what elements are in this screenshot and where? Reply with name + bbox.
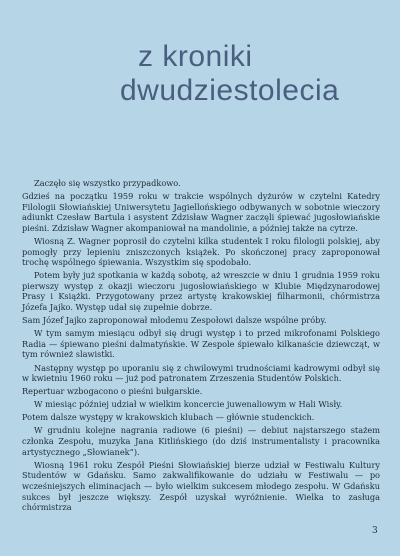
body-text (22, 178, 380, 515)
paragraph: Zaczęło się wszystko przypadkowo. (34, 178, 181, 188)
paragraph: Sam Józef Jajko zaproponował młodemu Zespołowi dalsze wspólne próby. (22, 315, 327, 326)
page-title (120, 40, 390, 108)
paragraph: Następny występ po uporaniu się z chwilowymi trudnościami kadrowymi odbył się w kwietniu 1960 roku — już pod patronatem Zrzeszenia Studentów Polskich. (22, 362, 380, 384)
paragraph: Wiosną Z. Wagner poprosił do czytelni kilka studentek I roku filologii polskiej, aby pomogły przy lepieniu zniszczonych książek. Po skończonej pracy zaproponował trochę wspólnego śpiewania. Wszystkim się spodobało. (22, 235, 380, 268)
paragraph: W grudniu kolejne nagrania radiowe (6 pieśni) — debiut najstarszego stażem członka Zespołu, muzyka Jana Kitlińskiego (do dziś instrumentalisty i pracownika artystycznego „Słowianek”). (22, 425, 380, 457)
paragraph: Potem były już spotkania w każdą sobotę, aż wreszcie w dniu 1 grudnia 1959 roku pierwszy występ z okazji wieczoru jugosłowiańskiego w Klubie Międzynarodowej Prasy i Książki. Przygotowany przez artystę krakowskiej filharmonii, chórmistrza Józefa Jajko. Występ udał się zupełnie dobrze. (22, 270, 380, 313)
paragraph: Gdzieś na początku 1959 roku w trakcie wspólnych dyżurów w czytelni Katedry Filologii Słowiańskiej Uniwersytetu Jagiellońskiego odbywanych w sobotnie wieczory adiunkt Czesław Bartula i asystent Zdzisław Wagner zaczęli śpiewać jugosłowiańskie pieśni. Zdzisław Wagner akompaniował na mandolinie, a później także na cytrze. (22, 191, 380, 233)
paragraph: W miesiąc później udział w wielkim koncercie juwenaliowym w Hali Wisły. (34, 399, 343, 410)
paragraph: Potem dalsze występy w krakowskich klubach — głównie studenckich. (22, 412, 315, 423)
title-line-2: dwudziestolecia (120, 74, 340, 108)
paragraph: Repertuar wzbogacono o pieśni bułgarskie. (22, 386, 203, 397)
page-number: 3 (372, 526, 378, 536)
paragraph: Wiosną 1961 roku Zespół Pieśni Słowiańskiej bierze udział w Festiwalu Kultury Studentów w Gdańsku. Samo zakwalifikowanie do udziału w Festiwalu — po wcześniejszych eliminacjach — było wielkim sukcesem młodego zespołu. W Gdańsku sukces był jeszcze większy. Zespół uzyskał wyróżnienie. Wielka to zasługa chórmistrza (22, 459, 380, 513)
title-line-1: z kroniki (138, 40, 253, 74)
paragraph: W tym samym miesiącu odbył się drugi występ i to przed mikrofonami Polskiego Radia — śpiewano pieśni dalmatyńskie. W Zespole śpiewało kilkanaście dziewcząt, w tym również slawistki. (22, 328, 380, 360)
